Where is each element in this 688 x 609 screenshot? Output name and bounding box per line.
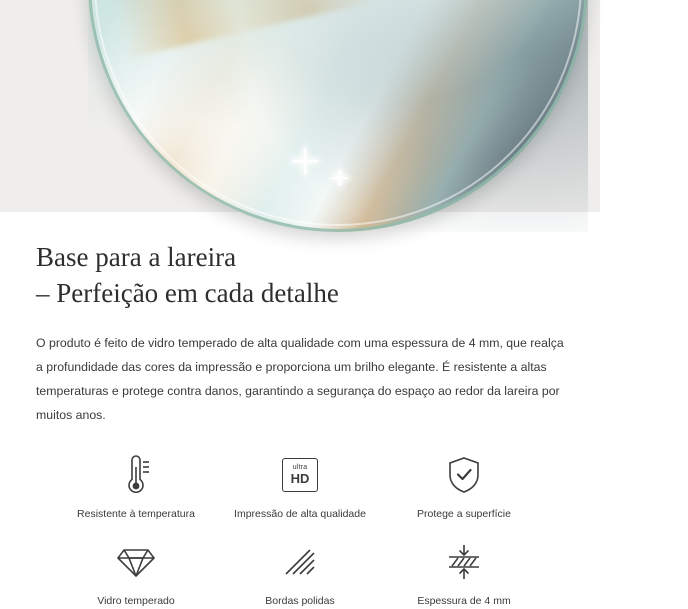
page-title xyxy=(36,240,564,312)
feature-item xyxy=(382,452,546,522)
shield-check-icon xyxy=(441,452,487,498)
feature-label: Protege a superfície xyxy=(417,507,511,520)
feature-label: Impressão de alta qualidade xyxy=(234,507,366,520)
description-paragraph: O produto é feito de vidro temperado de alta qualidade com uma espessura de 4 mm, que realça a profundidade das cores da impressão e proporciona um brilho elegante. É resistente a altas temperaturas e protege contra danos, garantindo a segurança do espaço ao redor da lareira por muitos anos. xyxy=(36,335,564,422)
hero-image xyxy=(0,0,600,212)
feature-label: Espessura de 4 mm xyxy=(417,595,511,608)
feature-grid xyxy=(36,452,564,609)
ultra-hd-badge-icon xyxy=(277,452,323,498)
feature-item xyxy=(218,539,382,609)
feature-item xyxy=(382,539,546,609)
headline-line-1: Base para a lareira xyxy=(36,242,237,272)
badge-bottom-text: HD xyxy=(290,471,310,487)
thermometer-icon xyxy=(113,452,159,498)
content-area xyxy=(0,212,600,609)
round-glass-product-image xyxy=(88,0,588,232)
diamond-icon xyxy=(113,539,159,585)
feature-item xyxy=(54,539,218,609)
feature-label: Bordas polidas xyxy=(265,595,335,608)
thickness-arrows-icon xyxy=(441,539,487,585)
feature-label: Vidro temperado xyxy=(97,595,175,608)
feature-item xyxy=(218,452,382,522)
badge-top-text: ultra xyxy=(292,464,308,472)
feature-item xyxy=(54,452,218,522)
feature-label: Resistente à temperatura xyxy=(77,507,195,520)
polished-edges-icon xyxy=(277,539,323,585)
headline-line-2: – Perfeição em cada detalhe xyxy=(36,277,339,308)
